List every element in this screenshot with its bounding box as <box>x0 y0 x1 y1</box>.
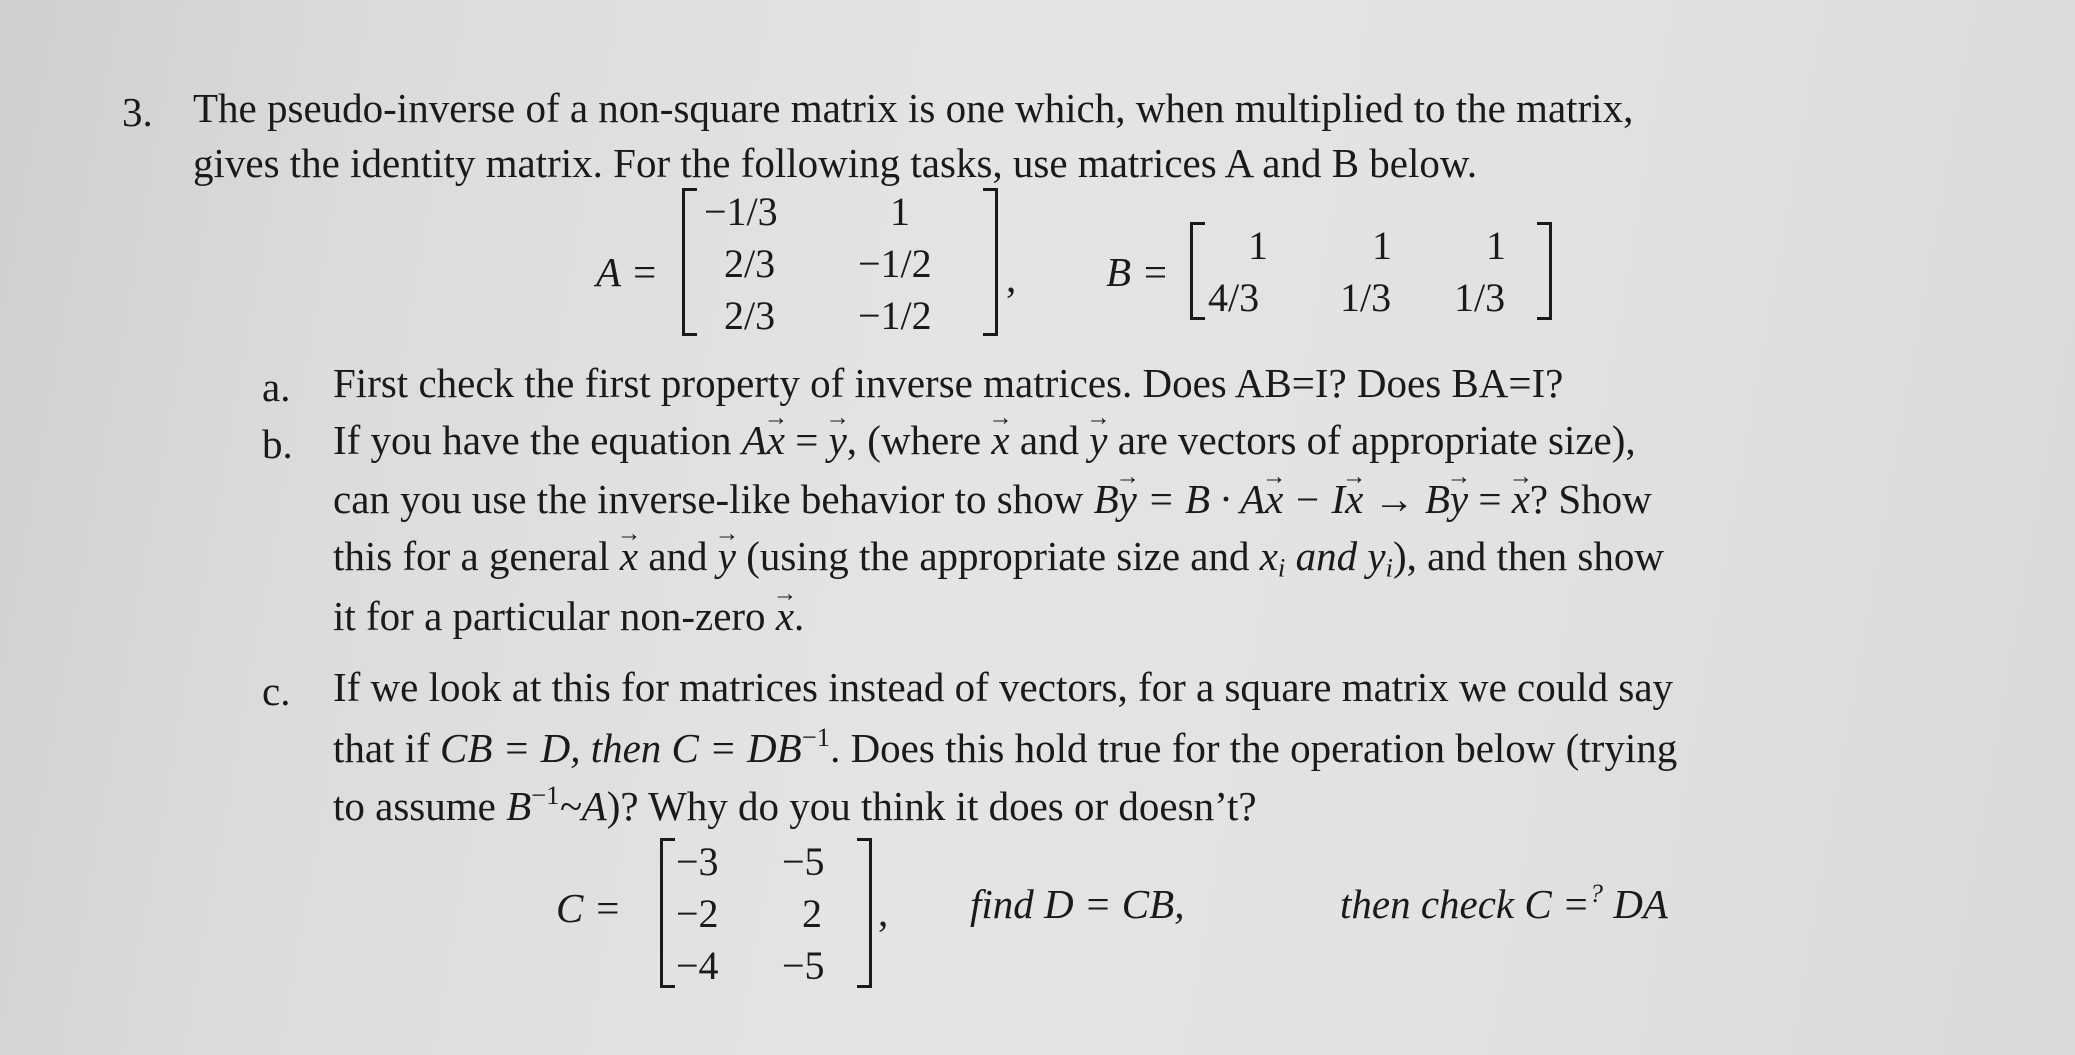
part-b-line-4: it for a particular non-zero → x. <box>333 596 804 637</box>
matrix-b-cell: 1 <box>1486 223 1506 268</box>
matrix-a-cell: 1 <box>890 189 910 234</box>
part-b-letter: b. <box>262 421 293 467</box>
matrix-c-cell: −2 <box>676 891 719 936</box>
part-c-line-3: to assume $B^{-1}\sim A$)? Why do you think it does or doesn’t? <box>333 780 1257 829</box>
part-c-letter: c. <box>262 668 291 714</box>
part-a-letter: a. <box>262 364 291 410</box>
left-bracket <box>682 188 697 336</box>
check-text: then check C =? DA <box>1340 878 1668 927</box>
right-bracket <box>1537 222 1552 320</box>
matrix-a-cell: −1/2 <box>858 241 932 286</box>
part-c-line-2: that if CB = D, then $C = DB^{-1}$. Does this hold true for the operation below (trying <box>333 722 1678 771</box>
matrix-b <box>1190 222 1552 320</box>
right-bracket <box>983 188 998 336</box>
left-bracket <box>660 838 675 988</box>
left-bracket <box>1190 222 1205 320</box>
matrix-b-cell: 1 <box>1248 223 1268 268</box>
matrix-c-cell: −5 <box>782 839 825 884</box>
matrix-b-cell: 1/3 <box>1454 275 1506 320</box>
intro-line-2: gives the identity matrix. For the following tasks, use matrices A and B below. <box>193 140 1478 186</box>
right-bracket <box>857 838 872 988</box>
matrix-b-label: B = <box>1106 249 1169 295</box>
problem-number: 3. <box>122 89 153 135</box>
find-d-text: find D = CB, <box>970 881 1185 927</box>
matrix-c-cell: −3 <box>676 839 719 884</box>
matrix-a <box>682 188 998 336</box>
part-c-line-1: If we look at this for matrices instead of vectors, for a square matrix we could say <box>333 664 1674 710</box>
matrix-c <box>660 838 872 988</box>
matrix-b-cell: 1/3 <box>1340 275 1392 320</box>
matrix-c-cell: −4 <box>676 943 719 988</box>
part-b-line-1: If you have the equation A→ x = → y, (where → x and → y are vectors of appropriate size), <box>333 420 1636 461</box>
matrix-b-cell: 4/3 <box>1208 275 1260 320</box>
part-a-line-1: First check the first property of inverse matrices. Does AB=I? Does BA=I? <box>333 360 1564 406</box>
matrix-a-cell: 2/3 <box>724 293 776 338</box>
part-b-line-2: can you use the inverse-like behavior to show B→ y = B · A→ x − I→ x → B→ y = → x? Show <box>333 479 1652 520</box>
matrix-a-comma: , <box>1006 255 1017 301</box>
matrix-a-cell: −1/3 <box>704 189 778 234</box>
matrix-c-label: C = <box>556 885 622 931</box>
matrix-c-cell: 2 <box>802 891 822 936</box>
matrix-a-cell: 2/3 <box>724 241 776 286</box>
intro-line-1: The pseudo-inverse of a non-square matrix is one which, when multiplied to the matrix, <box>193 85 1634 131</box>
matrix-c-cell: −5 <box>782 943 825 988</box>
matrix-b-cell: 1 <box>1372 223 1392 268</box>
matrix-a-cell: −1/2 <box>858 293 932 338</box>
part-b-line-3: this for a general → x and → y (using the appropriate size and $x_i$ and $y_i$), and then show <box>333 536 1664 581</box>
matrix-c-comma: , <box>878 889 889 935</box>
matrix-a-label: A = <box>596 249 659 295</box>
